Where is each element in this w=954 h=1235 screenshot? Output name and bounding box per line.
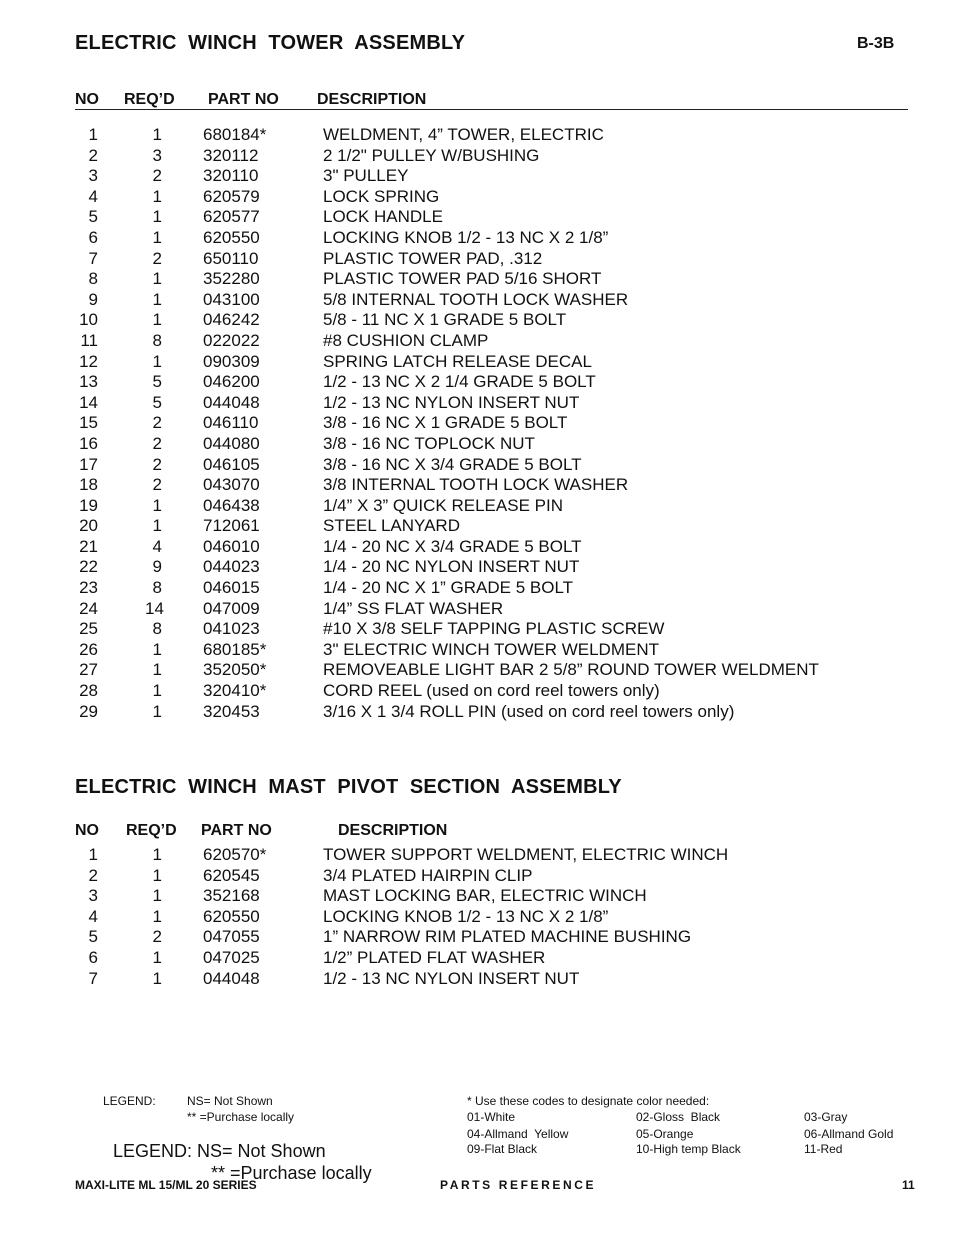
table-row xyxy=(75,228,905,249)
part-number: 620570* xyxy=(203,845,267,864)
item-number: 27 xyxy=(79,660,98,680)
quantity-required: 1 xyxy=(152,351,162,371)
part-number: 043100 xyxy=(203,289,260,309)
part-description: 1/4 - 20 NC NYLON INSERT NUT xyxy=(323,557,580,577)
quantity-required: 1 xyxy=(152,125,162,144)
item-number: 6 xyxy=(88,227,98,247)
table-row xyxy=(75,969,905,990)
header-part: PART NO xyxy=(201,822,272,839)
legend-label: LEGEND: xyxy=(103,1094,156,1108)
item-number: 7 xyxy=(88,968,98,988)
part-number: 352050* xyxy=(203,660,267,680)
table-row xyxy=(75,352,905,373)
quantity-required: 1 xyxy=(152,681,162,701)
quantity-required: 8 xyxy=(152,578,162,598)
item-number: 3 xyxy=(88,166,98,186)
header-req: REQ’D xyxy=(124,91,175,108)
table-row xyxy=(75,249,905,270)
item-number: 4 xyxy=(88,186,98,206)
quantity-required: 1 xyxy=(152,906,162,926)
section2-parts-table xyxy=(75,845,905,989)
table-row xyxy=(75,413,905,434)
table-row xyxy=(75,927,905,948)
section2-title: ELECTRIC WINCH MAST PIVOT SECTION ASSEMBLY xyxy=(75,776,622,798)
table-row xyxy=(75,434,905,455)
item-number: 11 xyxy=(80,330,98,350)
item-number: 15 xyxy=(79,413,98,433)
part-number: 620550 xyxy=(203,906,260,926)
item-number: 2 xyxy=(88,145,98,165)
part-description: 1/2” PLATED FLAT WASHER xyxy=(323,947,546,967)
part-description: #10 X 3/8 SELF TAPPING PLASTIC SCREW xyxy=(323,619,665,639)
quantity-required: 2 xyxy=(152,166,162,186)
quantity-required: 1 xyxy=(152,968,162,988)
table-row xyxy=(75,372,905,393)
header-desc: DESCRIPTION xyxy=(317,91,427,108)
color-code: 05-Orange xyxy=(636,1127,694,1141)
quantity-required: 1 xyxy=(152,495,162,515)
part-description: 3/8 - 16 NC X 3/4 GRADE 5 BOLT xyxy=(323,454,582,474)
quantity-required: 8 xyxy=(152,619,162,639)
part-number: 047009 xyxy=(203,598,260,618)
part-description: 1/4 - 20 NC X 1” GRADE 5 BOLT xyxy=(323,578,574,598)
part-description: REMOVEABLE LIGHT BAR 2 5/8” ROUND TOWER WELDMENT xyxy=(323,660,819,680)
part-description: CORD REEL (used on cord reel towers only) xyxy=(323,681,660,701)
quantity-required: 2 xyxy=(152,248,162,268)
legend-purchase: ** =Purchase locally xyxy=(187,1110,295,1124)
part-number: 044048 xyxy=(203,392,260,412)
quantity-required: 1 xyxy=(152,639,162,659)
quantity-required: 3 xyxy=(152,145,162,165)
table-row xyxy=(75,866,905,887)
item-number: 24 xyxy=(79,598,98,618)
color-code: 11-Red xyxy=(804,1142,843,1156)
color-code: 09-Flat Black xyxy=(467,1142,538,1156)
part-number: 046242 xyxy=(203,310,260,330)
table-row xyxy=(75,948,905,969)
item-number: 5 xyxy=(88,927,98,947)
table-row xyxy=(75,619,905,640)
header-part: PART NO xyxy=(208,91,279,108)
item-number: 12 xyxy=(79,351,98,371)
item-number: 25 xyxy=(79,619,98,639)
item-number: 19 xyxy=(79,495,98,515)
part-description: LOCKING KNOB 1/2 - 13 NC X 2 1/8” xyxy=(323,906,609,926)
item-number: 14 xyxy=(79,392,98,412)
part-description: 1/2 - 13 NC NYLON INSERT NUT xyxy=(323,968,580,988)
part-description: 1/4” SS FLAT WASHER xyxy=(323,598,504,618)
part-description: 5/8 INTERNAL TOOTH LOCK WASHER xyxy=(323,289,629,309)
table-row xyxy=(75,886,905,907)
part-number: 046110 xyxy=(203,413,259,433)
quantity-required: 5 xyxy=(152,372,162,392)
table-row xyxy=(75,681,905,702)
part-number: 680185* xyxy=(203,639,267,659)
legend-ns: NS= Not Shown xyxy=(187,1094,273,1108)
part-description: STEEL LANYARD xyxy=(323,516,460,536)
quantity-required: 2 xyxy=(152,433,162,453)
part-number: 680184* xyxy=(203,125,267,144)
quantity-required: 9 xyxy=(152,557,162,577)
part-number: 620577 xyxy=(203,207,260,227)
header-no: NO xyxy=(75,822,99,839)
header-desc: DESCRIPTION xyxy=(338,822,448,839)
item-number: 18 xyxy=(79,475,98,495)
table-row xyxy=(75,599,905,620)
part-description: 1” NARROW RIM PLATED MACHINE BUSHING xyxy=(323,927,692,947)
table-row xyxy=(75,166,905,187)
part-number: 044023 xyxy=(203,557,260,577)
item-number: 17 xyxy=(79,454,98,474)
header-req: REQ’D xyxy=(126,822,177,839)
table-row xyxy=(75,207,905,228)
part-number: 043070 xyxy=(203,475,260,495)
item-number: 10 xyxy=(79,310,98,330)
item-number: 20 xyxy=(79,516,98,536)
color-code: 04-Allmand Yellow xyxy=(467,1127,569,1141)
quantity-required: 2 xyxy=(152,413,162,433)
part-number: 320112 xyxy=(203,145,259,165)
part-number: 620545 xyxy=(203,865,260,885)
part-number: 712061 xyxy=(203,516,260,536)
part-description: LOCK HANDLE xyxy=(323,207,443,227)
part-number: 320110 xyxy=(203,166,259,186)
part-number: 044048 xyxy=(203,968,260,988)
legend-large-ns: LEGEND: NS= Not Shown xyxy=(113,1141,326,1161)
table-row xyxy=(75,660,905,681)
part-number: 041023 xyxy=(203,619,260,639)
table-row xyxy=(75,516,905,537)
table-row xyxy=(75,269,905,290)
part-number: 650110 xyxy=(203,248,259,268)
quantity-required: 1 xyxy=(152,186,162,206)
part-description: 1/4” X 3” QUICK RELEASE PIN xyxy=(323,495,563,515)
part-description: 3/8 - 16 NC X 1 GRADE 5 BOLT xyxy=(323,413,568,433)
part-number: 620579 xyxy=(203,186,260,206)
quantity-required: 2 xyxy=(152,475,162,495)
item-number: 7 xyxy=(88,248,98,268)
quantity-required: 2 xyxy=(152,927,162,947)
part-description: #8 CUSHION CLAMP xyxy=(323,330,489,350)
part-description: PLASTIC TOWER PAD, .312 xyxy=(323,248,543,268)
part-description: SPRING LATCH RELEASE DECAL xyxy=(323,351,592,371)
table-row xyxy=(75,455,905,476)
quantity-required: 1 xyxy=(152,845,162,864)
legend-large-purchase: ** =Purchase locally xyxy=(211,1163,372,1183)
table-row xyxy=(75,393,905,414)
item-number: 28 xyxy=(79,681,98,701)
item-number: 22 xyxy=(79,557,98,577)
table-row xyxy=(75,537,905,558)
item-number: 3 xyxy=(88,886,98,906)
page-number: 11 xyxy=(902,1178,915,1192)
table-row xyxy=(75,578,905,599)
part-number: 046010 xyxy=(203,536,260,556)
color-code: 02-Gloss Black xyxy=(636,1110,721,1124)
part-number: 620550 xyxy=(203,227,260,247)
footer-parts-reference: PARTS REFERENCE xyxy=(440,1178,597,1192)
part-description: 3/8 INTERNAL TOOTH LOCK WASHER xyxy=(323,475,629,495)
part-description: 3/8 - 16 NC TOPLOCK NUT xyxy=(323,433,535,453)
item-number: 4 xyxy=(88,906,98,926)
quantity-required: 1 xyxy=(152,227,162,247)
part-number: 320410* xyxy=(203,681,267,701)
part-description: 5/8 - 11 NC X 1 GRADE 5 BOLT xyxy=(323,310,567,330)
part-number: 320453 xyxy=(203,701,260,721)
part-description: 3/16 X 1 3/4 ROLL PIN (used on cord reel towers only) xyxy=(323,701,735,721)
table-row xyxy=(75,146,905,167)
item-number: 9 xyxy=(88,289,98,309)
item-number: 1 xyxy=(88,845,98,864)
quantity-required: 1 xyxy=(152,269,162,289)
part-description: 1/4 - 20 NC X 3/4 GRADE 5 BOLT xyxy=(323,536,582,556)
part-number: 047055 xyxy=(203,927,260,947)
part-number: 044080 xyxy=(203,433,260,453)
item-number: 16 xyxy=(79,433,98,453)
part-number: 352168 xyxy=(203,886,260,906)
item-number: 8 xyxy=(88,269,98,289)
item-number: 23 xyxy=(79,578,98,598)
table-row xyxy=(75,845,905,866)
color-code: 10-High temp Black xyxy=(636,1142,741,1156)
quantity-required: 1 xyxy=(152,310,162,330)
color-code: 01-White xyxy=(467,1110,516,1124)
part-description: 3" PULLEY xyxy=(323,166,409,186)
table-row xyxy=(75,640,905,661)
table-row xyxy=(75,187,905,208)
table-row xyxy=(75,702,905,723)
table-row xyxy=(75,310,905,331)
item-number: 13 xyxy=(79,372,98,392)
quantity-required: 1 xyxy=(152,289,162,309)
part-number: 090309 xyxy=(203,351,260,371)
table-row xyxy=(75,557,905,578)
table-row xyxy=(75,290,905,311)
part-number: 046105 xyxy=(203,454,260,474)
part-description: 1/2 - 13 NC X 2 1/4 GRADE 5 BOLT xyxy=(323,372,596,392)
part-number: 352280 xyxy=(203,269,260,289)
item-number: 5 xyxy=(88,207,98,227)
part-description: LOCKING KNOB 1/2 - 13 NC X 2 1/8” xyxy=(323,227,609,247)
quantity-required: 4 xyxy=(152,536,162,556)
quantity-required: 1 xyxy=(152,516,162,536)
item-number: 6 xyxy=(88,947,98,967)
quantity-required: 1 xyxy=(152,947,162,967)
quantity-required: 2 xyxy=(152,454,162,474)
quantity-required: 1 xyxy=(152,660,162,680)
item-number: 26 xyxy=(79,639,98,659)
color-code: 06-Allmand Gold xyxy=(804,1127,894,1141)
part-description: PLASTIC TOWER PAD 5/16 SHORT xyxy=(323,269,602,289)
item-number: 21 xyxy=(79,536,98,556)
quantity-required: 1 xyxy=(152,701,162,721)
quantity-required: 5 xyxy=(152,392,162,412)
part-number: 046438 xyxy=(203,495,260,515)
part-number: 047025 xyxy=(203,947,260,967)
item-number: 29 xyxy=(79,701,98,721)
footer-series: MAXI-LITE ML 15/ML 20 SERIES xyxy=(75,1178,257,1192)
part-description: 2 1/2" PULLEY W/BUSHING xyxy=(323,145,540,165)
color-codes-note: * Use these codes to designate color needed: xyxy=(467,1094,710,1108)
section1-title: ELECTRIC WINCH TOWER ASSEMBLY xyxy=(75,32,466,54)
table-row xyxy=(75,125,905,146)
part-description: WELDMENT, 4” TOWER, ELECTRIC xyxy=(323,125,604,144)
part-description: 3/4 PLATED HAIRPIN CLIP xyxy=(323,865,533,885)
table-row xyxy=(75,331,905,352)
color-code: 03-Gray xyxy=(804,1110,848,1124)
table-row xyxy=(75,907,905,928)
part-description: 3" ELECTRIC WINCH TOWER WELDMENT xyxy=(323,639,659,659)
part-number: 046015 xyxy=(203,578,260,598)
quantity-required: 1 xyxy=(152,207,162,227)
quantity-required: 1 xyxy=(152,865,162,885)
section1-parts-table xyxy=(75,125,905,722)
part-description: MAST LOCKING BAR, ELECTRIC WINCH xyxy=(323,886,647,906)
part-number: 022022 xyxy=(203,330,260,350)
table-row xyxy=(75,475,905,496)
item-number: 2 xyxy=(88,865,98,885)
part-description: LOCK SPRING xyxy=(323,186,440,206)
part-number: 046200 xyxy=(203,372,260,392)
header-no: NO xyxy=(75,91,99,108)
header-rule xyxy=(75,109,908,110)
quantity-required: 1 xyxy=(152,886,162,906)
quantity-required: 8 xyxy=(152,330,162,350)
item-number: 1 xyxy=(88,125,98,144)
page-code: B-3B xyxy=(857,35,895,52)
table-row xyxy=(75,496,905,517)
quantity-required: 14 xyxy=(145,598,164,618)
part-description: 1/2 - 13 NC NYLON INSERT NUT xyxy=(323,392,580,412)
part-description: TOWER SUPPORT WELDMENT, ELECTRIC WINCH xyxy=(323,845,729,864)
